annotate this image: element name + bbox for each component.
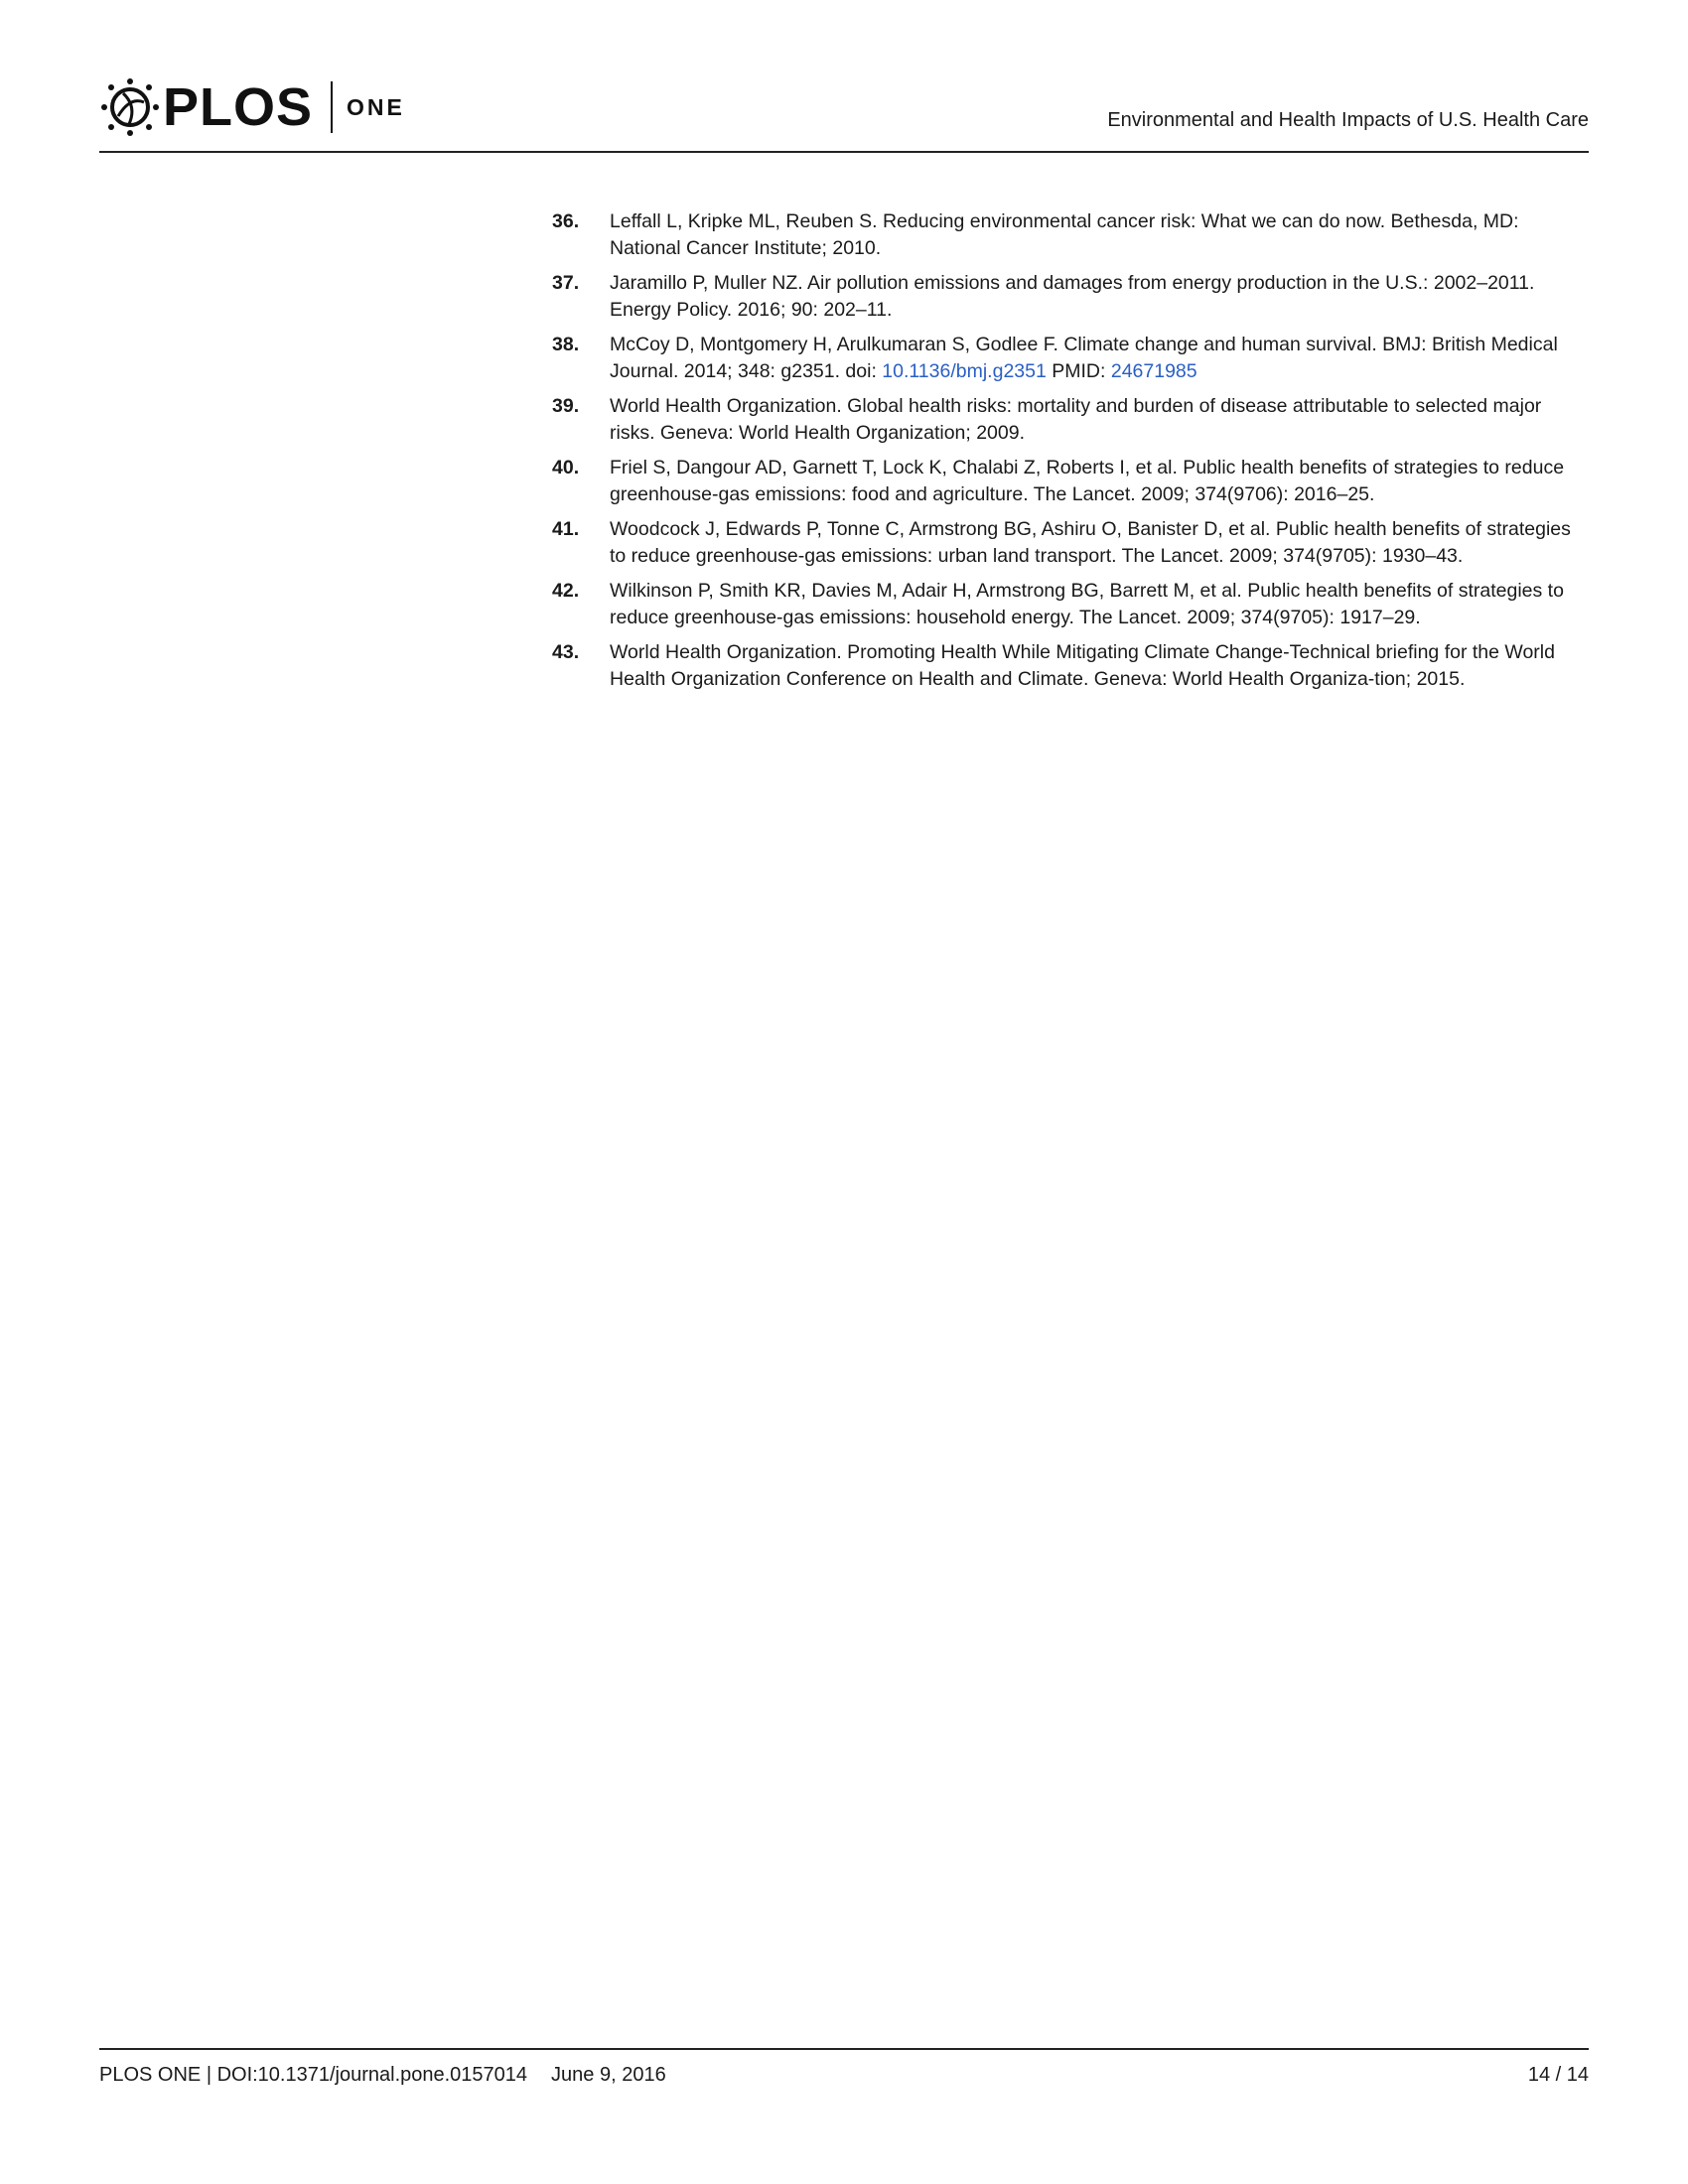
page-footer	[99, 2048, 1589, 2087]
reference-number: 43.	[552, 641, 580, 663]
reference-text: World Health Organization. Global health risks: mortality and burden of disease attributable to selected major risks. Geneva: World Health Organization; 2009.	[610, 395, 1542, 444]
reference-text: Leffall L, Kripke ML, Reuben S. Reducing environmental cancer risk: What we can do now. Bethesda, MD: National Cancer Institute; 2010.	[610, 210, 1519, 259]
logo-text: PLOS	[163, 77, 314, 137]
logo-subtitle: ONE	[347, 93, 405, 120]
reference-text: Wilkinson P, Smith KR, Davies M, Adair H, Armstrong BG, Barrett M, et al. Public health benefits of strategies to reduce greenhouse-gas emissions: household energy. The Lancet. 2009; 374(9705): 1917–29.	[610, 580, 1564, 628]
footer-citation-block	[99, 2064, 666, 2086]
reference-number: 37.	[552, 272, 580, 294]
reference-item	[552, 332, 1589, 384]
reference-item	[552, 208, 1589, 261]
reference-text: Friel S, Dangour AD, Garnett T, Lock K, Chalabi Z, Roberts I, et al. Public health benefits of strategies to reduce greenhouse-gas emissions: food and agriculture. The Lancet. 2009; 374(9706): 2016–25.	[610, 457, 1565, 505]
reference-item	[552, 516, 1589, 569]
reference-text: Woodcock J, Edwards P, Tonne C, Armstrong BG, Ashiru O, Banister D, et al. Public health benefits of strategies to reduce greenhouse-gas emissions: urban land transport. The Lancet. 2009; 374(9705): 1930–43.	[610, 518, 1571, 567]
reference-item	[552, 270, 1589, 323]
page-number: 14 / 14	[1527, 2064, 1589, 2086]
doi-link[interactable]: 10.1136/bmj.g2351	[882, 359, 1047, 382]
reference-item	[552, 393, 1589, 446]
reference-number: 41.	[552, 518, 580, 540]
reference-item	[552, 455, 1589, 507]
plos-one-logo	[99, 75, 405, 139]
plos-globe-icon	[99, 76, 161, 138]
reference-item	[552, 639, 1589, 692]
pmid-label: PMID:	[1046, 359, 1111, 382]
footer-citation: PLOS ONE | DOI:10.1371/journal.pone.0157014	[99, 2064, 528, 2086]
reference-text	[610, 332, 1589, 384]
reference-number: 39.	[552, 395, 580, 417]
reference-number: 40.	[552, 457, 580, 478]
logo-divider	[331, 81, 333, 133]
pmid-link[interactable]: 24671985	[1110, 359, 1197, 382]
running-title: Environmental and Health Impacts of U.S. Health Care	[1107, 109, 1589, 131]
reference-text-body: McCoy D, Montgomery H, Arulkumaran S, Godlee F. Climate change and human survival. BMJ: British Medical Journal. 2014; 348: g2351. doi:	[610, 334, 1558, 382]
reference-list	[552, 208, 1589, 701]
footer-date: June 9, 2016	[551, 2064, 666, 2086]
page-header	[99, 69, 1589, 153]
reference-text: World Health Organization. Promoting Health While Mitigating Climate Change-Technical briefing for the World Health Organization Conference on Health and Climate. Geneva: World Health Organiza-tion; 2015.	[610, 641, 1555, 690]
reference-item	[552, 578, 1589, 630]
reference-text: Jaramillo P, Muller NZ. Air pollution emissions and damages from energy production in the U.S.: 2002–2011. Energy Policy. 2016; 90: 202–11.	[610, 272, 1535, 321]
reference-number: 42.	[552, 580, 580, 602]
reference-number: 36.	[552, 210, 580, 232]
reference-number: 38.	[552, 334, 580, 355]
